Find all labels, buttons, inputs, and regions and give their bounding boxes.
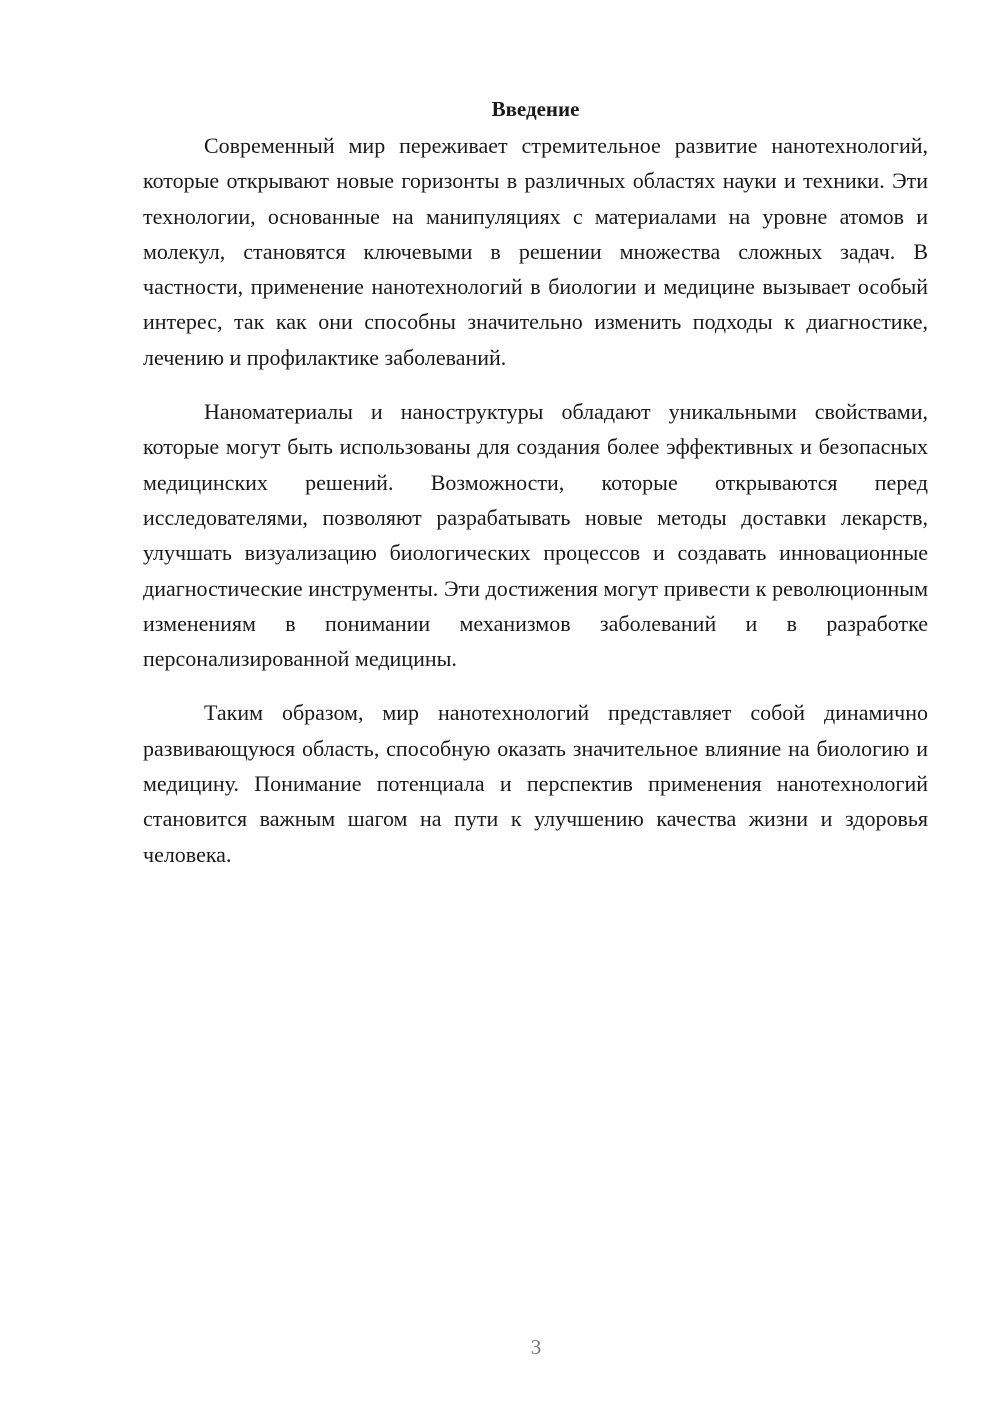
- paragraph-1: Современный мир переживает стремительное развитие нанотехнологий, которые открывают новые горизонты в различных областях науки и техники. Эти технологии, основанные на манипуляциях с материалами на уровне атомов и молекул, становятся ключевыми в решении множества сложных задач. В частности, применение нанотехнологий в биологии и медицине вызывает особый интерес, так как они способны значительно изменить подходы к диагностике, лечению и профилактике заболеваний.: [143, 133, 928, 370]
- paragraph-3: Таким образом, мир нанотехнологий представляет собой динамично развивающуюся область, способную оказать значительное влияние на биологию и медицину. Понимание потенциала и перспектив применения нанотехнологий становится важным шагом на пути к улучшению качества жизни и здоровья человека.: [143, 700, 928, 867]
- paragraph-2: Наноматериалы и наноструктуры обладают уникальными свойствами, которые могут быть использованы для создания более эффективных и безопасных медицинских решений. Возможности, которые открываются перед исследователями, позволяют разрабатывать новые методы доставки лекарств, улучшать визуализацию биологических процессов и создавать инновационные диагностические инструменты. Эти достижения могут привести к революционным изменениям в понимании механизмов заболеваний и в разработке персонализированной медицины.: [143, 399, 928, 672]
- page-content: [143, 92, 928, 891]
- section-title: Введение: [491, 97, 580, 121]
- page-number: 3: [530, 1335, 542, 1359]
